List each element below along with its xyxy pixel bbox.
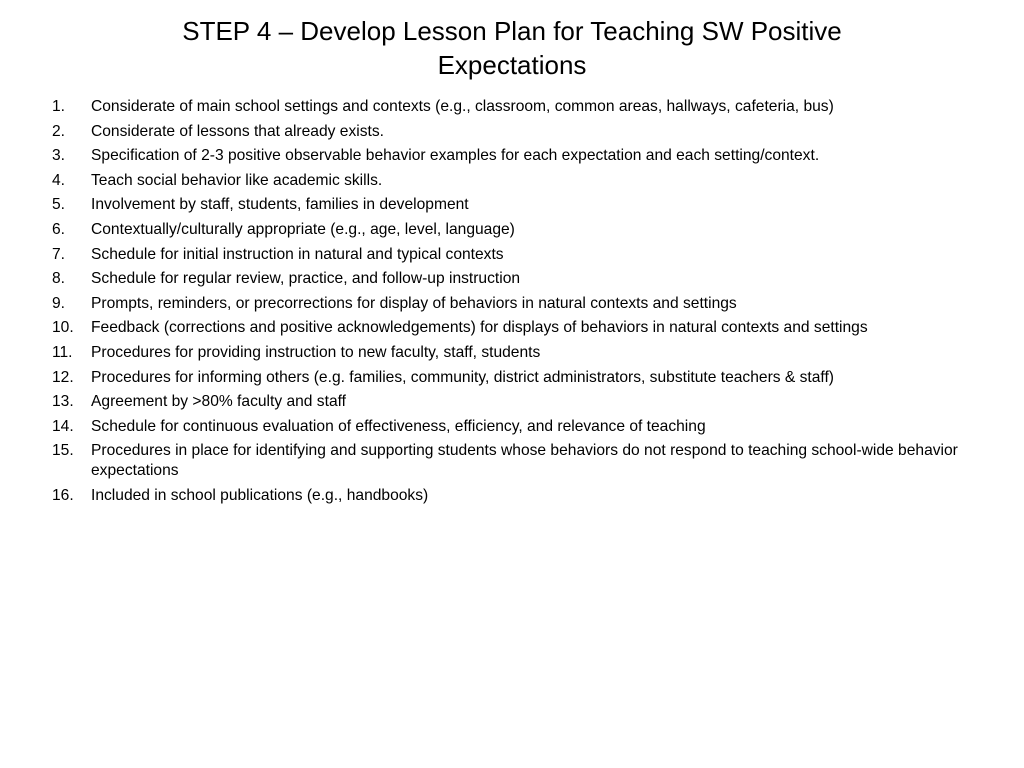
list-item-text: Procedures for providing instruction to new faculty, staff, students	[91, 343, 541, 361]
list-item	[52, 245, 982, 265]
list-item-number: 5.	[52, 196, 66, 214]
list-item-text: Involvement by staff, students, families in development	[91, 196, 469, 214]
list-item-number: 3.	[52, 147, 66, 165]
list-item-number: 7.	[52, 245, 66, 263]
list-item	[52, 343, 982, 363]
list-item-text: Schedule for regular review, practice, and follow-up instruction	[91, 270, 521, 288]
list-item	[52, 417, 982, 437]
list-item-text: Procedures in place for identifying and supporting students whose behaviors do not respond to teaching school-wide behavior expectations	[91, 442, 958, 480]
list-item	[52, 486, 982, 506]
list-item	[52, 171, 982, 191]
slide-title	[0, 14, 1024, 82]
list-item-number: 2.	[52, 122, 66, 140]
list-item-number: 15.	[52, 442, 74, 460]
list-item	[52, 97, 982, 117]
list-item	[52, 318, 982, 338]
list-item	[52, 220, 982, 240]
list-item-text: Procedures for informing others (e.g. families, community, district administrators, substitute teachers & staff)	[91, 368, 835, 386]
list-item-number: 6.	[52, 220, 66, 238]
list-item-number: 8.	[52, 270, 66, 288]
list-item	[52, 294, 982, 314]
list-item-text: Teach social behavior like academic skills.	[91, 171, 383, 189]
list-item-text: Specification of 2-3 positive observable behavior examples for each expectation and each setting/context.	[91, 147, 820, 165]
list-item-number: 13.	[52, 393, 74, 411]
list-item-text: Schedule for continuous evaluation of effectiveness, efficiency, and relevance of teaching	[91, 417, 706, 435]
list-item-number: 9.	[52, 294, 66, 312]
list-item-text: Considerate of lessons that already exists.	[91, 122, 384, 140]
list-item-text: Contextually/culturally appropriate (e.g., age, level, language)	[91, 220, 515, 238]
list-item-text: Agreement by >80% faculty and staff	[91, 393, 346, 411]
list-item-number: 11.	[52, 343, 73, 361]
list-item	[52, 122, 982, 142]
list-item	[52, 368, 982, 388]
list-item	[52, 195, 982, 215]
list-item-number: 4.	[52, 171, 66, 189]
list-item-number: 14.	[52, 417, 74, 435]
list-item-text: Included in school publications (e.g., handbooks)	[91, 486, 429, 504]
list-item-number: 16.	[52, 486, 74, 504]
list-item-text: Considerate of main school settings and contexts (e.g., classroom, common areas, hallways, cafeteria, bus)	[91, 98, 834, 115]
list-item-number: 12.	[52, 368, 74, 386]
list-item-number: 1.	[52, 98, 66, 115]
list-item	[52, 392, 982, 412]
numbered-list	[52, 97, 982, 511]
list-item-text: Schedule for initial instruction in natural and typical contexts	[91, 245, 504, 263]
list-item	[52, 146, 982, 166]
list-item-text: Prompts, reminders, or precorrections for display of behaviors in natural contexts and settings	[91, 294, 737, 312]
slide-title-line-2: Expectations	[437, 50, 587, 80]
list-item	[52, 269, 982, 289]
list-item-number: 10.	[52, 319, 74, 337]
slide-title-line-1: STEP 4 – Develop Lesson Plan for Teaching SW Positive	[182, 16, 842, 46]
list-item-text: Feedback (corrections and positive acknowledgements) for displays of behaviors in natural contexts and settings	[91, 319, 868, 337]
list-item	[52, 441, 982, 481]
